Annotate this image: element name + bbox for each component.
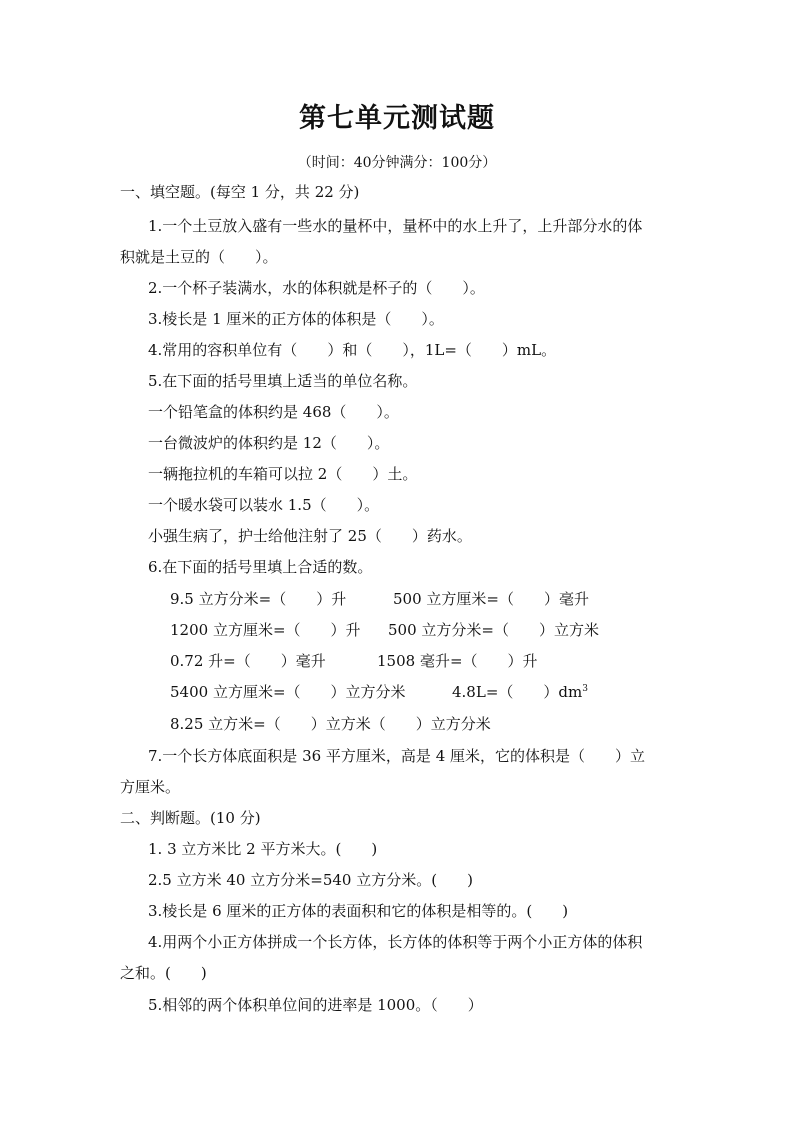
question-1-5: 5.在下面的括号里填上适当的单位名称。 [148, 372, 418, 390]
question-1-5-b: 一台微波炉的体积约是 12（ ）。 [148, 434, 390, 452]
question-1-3: 3.棱长是 1 厘米的正方体的体积是（ ）。 [148, 310, 444, 328]
question-2-4-line2: 之和。( ) [120, 964, 207, 982]
question-1-6-row3-b: 1508 毫升=（ ）升 [377, 652, 538, 670]
question-1-5-e: 小强生病了，护士给他注射了 25（ ）药水。 [148, 527, 472, 545]
question-2-5: 5.相邻的两个体积单位间的进率是 1000。（ ） [148, 996, 483, 1014]
question-1-6-row4-b [452, 682, 588, 702]
question-1-1-line2: 积就是土豆的（ ）。 [120, 248, 278, 266]
question-2-3: 3.棱长是 6 厘米的正方体的表面积和它的体积是相等的。( ) [148, 902, 569, 920]
question-1-6-row4-a: 5400 立方厘米=（ ）立方分米 [170, 683, 406, 701]
section1-heading: 一、填空题。(每空 1 分，共 22 分) [120, 183, 360, 201]
question-1-6-row1-a: 9.5 立方分米=（ ）升 [170, 590, 347, 608]
question-2-1: 1. 3 立方米比 2 平方米大。( ) [148, 840, 378, 858]
question-2-4-line1: 4.用两个小正方体拼成一个长方体，长方体的体积等于两个小正方体的体积 [148, 933, 643, 951]
question-1-6-row2-a: 1200 立方厘米=（ ）升 [170, 621, 361, 639]
question-1-6-row2-b: 500 立方分米=（ ）立方米 [388, 621, 599, 639]
page-subtitle: （时间：40分钟满分：100分） [297, 155, 497, 171]
question-1-6-row4-b-text: 4.8L=（ ）dm [452, 683, 583, 701]
page-title: 第七单元测试题 [299, 103, 495, 134]
question-1-5-d: 一个暖水袋可以装水 1.5（ ）。 [148, 496, 380, 514]
question-1-7-line2: 方厘米。 [120, 778, 181, 796]
superscript-3: 3 [582, 684, 588, 694]
question-1-4: 4.常用的容积单位有（ ）和（ ），1L=（ ）mL。 [148, 341, 557, 359]
section2-heading: 二、判断题。(10 分) [120, 809, 261, 827]
question-1-6: 6.在下面的括号里填上合适的数。 [148, 558, 373, 576]
question-1-1-line1: 1.一个土豆放入盛有一些水的量杯中，量杯中的水上升了，上升部分水的体 [148, 217, 643, 235]
question-2-2: 2.5 立方米 40 立方分米=540 立方分米。( ) [148, 871, 473, 889]
question-1-6-row5: 8.25 立方米=（ ）立方米（ ）立方分米 [170, 715, 491, 733]
question-1-7-line1: 7.一个长方体底面积是 36 平方厘米，高是 4 厘米，它的体积是（ ）立 [148, 747, 646, 765]
question-1-5-c: 一辆拖拉机的车箱可以拉 2（ ）土。 [148, 465, 418, 483]
question-1-6-row1-b: 500 立方厘米=（ ）毫升 [393, 590, 589, 608]
question-1-6-row3-a: 0.72 升=（ ）毫升 [170, 652, 326, 670]
question-1-5-a: 一个铅笔盒的体积约是 468（ ）。 [148, 403, 399, 421]
question-1-2: 2.一个杯子装满水，水的体积就是杯子的（ ）。 [148, 279, 485, 297]
